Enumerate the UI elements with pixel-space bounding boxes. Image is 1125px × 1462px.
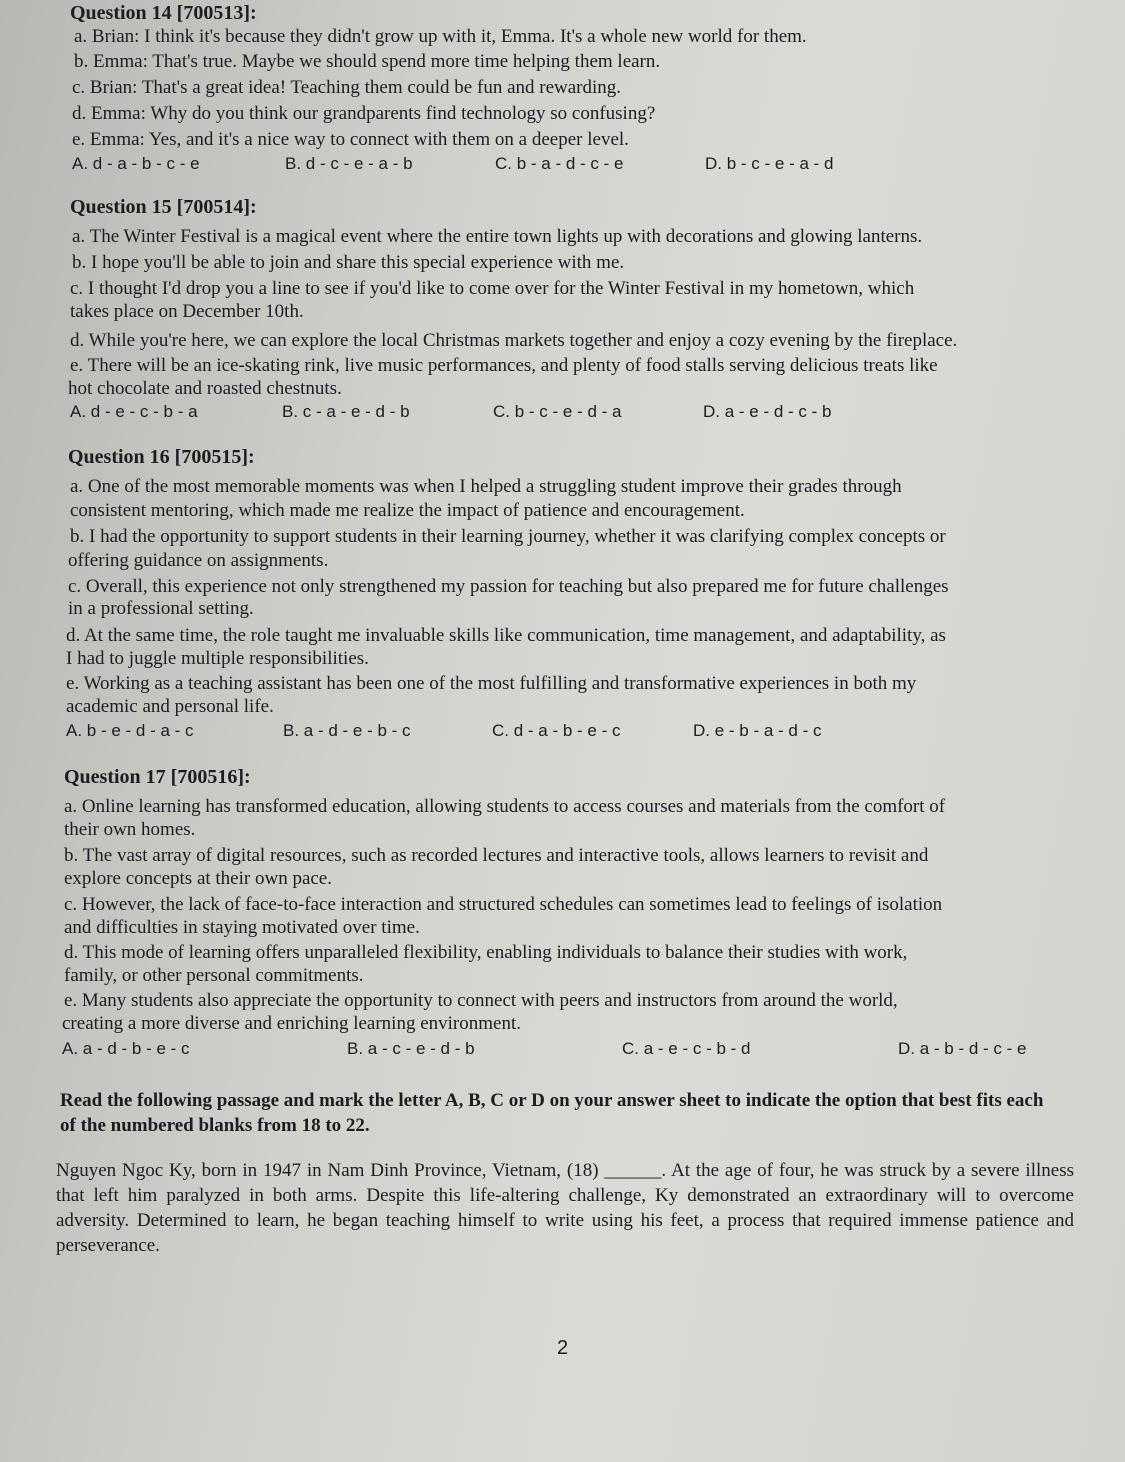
q17-item-b: b. The vast array of digital resources, such as recorded lectures and interactive tools, allows learners to revisit and (64, 845, 929, 866)
q16-item-b: b. I had the opportunity to support students in their learning journey, whether it was clarifying complex concepts or (70, 526, 946, 547)
q15-item-e-cont: hot chocolate and roasted chestnuts. (68, 378, 342, 399)
q17-item-b-cont: explore concepts at their own pace. (64, 868, 332, 889)
page-number: 2 (557, 1337, 569, 1359)
q17-item-e: e. Many students also appreciate the opportunity to connect with peers and instructors from around the world, (64, 990, 898, 1011)
q14-option-c[interactable]: C. b - a - d - c - e (495, 154, 624, 173)
question-15-heading: Question 15 [700514]: (70, 196, 257, 218)
q14-option-b[interactable]: B. d - c - e - a - b (285, 154, 413, 173)
q17-item-e-cont: creating a more diverse and enriching learning environment. (62, 1013, 521, 1034)
q16-item-a: a. One of the most memorable moments was when I helped a struggling student improve their grades through (70, 476, 902, 497)
q16-item-c: c. Overall, this experience not only strengthened my passion for teaching but also prepared me for future challenges (68, 576, 949, 597)
q14-option-d[interactable]: D. b - c - e - a - d (705, 154, 834, 173)
q14-item-b: b. Emma: That's true. Maybe we should spend more time helping them learn. (74, 51, 661, 72)
q14-item-d: d. Emma: Why do you think our grandparents find technology so confusing? (72, 103, 656, 124)
q17-item-c-cont: and difficulties in staying motivated over time. (64, 917, 420, 938)
q16-option-c[interactable]: C. d - a - b - e - c (492, 721, 621, 740)
q16-item-d: d. At the same time, the role taught me invaluable skills like communication, time management, and adaptability, as (66, 625, 946, 646)
question-16-heading: Question 16 [700515]: (68, 446, 255, 468)
q15-item-a: a. The Winter Festival is a magical event where the entire town lights up with decorations and glowing lanterns. (72, 226, 923, 247)
q15-item-d: d. While you're here, we can explore the local Christmas markets together and enjoy a cozy evening by the fireplace. (70, 330, 958, 351)
q15-item-c: c. I thought I'd drop you a line to see if you'd like to come over for the Winter Festival in my hometown, which (70, 278, 915, 299)
q17-item-c: c. However, the lack of face-to-face interaction and structured schedules can sometimes lead to feelings of isolation (64, 894, 943, 915)
q16-item-a-cont: consistent mentoring, which made me realize the impact of patience and encouragement. (70, 500, 745, 521)
q17-item-d-cont: family, or other personal commitments. (64, 965, 364, 986)
question-14-heading: Question 14 [700513]: (70, 2, 257, 24)
q14-option-a[interactable]: A. d - a - b - c - e (72, 154, 200, 173)
reading-instruction: Read the following passage and mark the letter A, B, C or D on your answer sheet to indicate the option that best fits each of the numbered blanks from 18 to 22. (60, 1090, 1044, 1136)
q17-item-a-cont: their own homes. (64, 819, 196, 840)
q16-option-a[interactable]: A. b - e - d - a - c (66, 721, 194, 740)
question-17-heading: Question 17 [700516]: (64, 766, 251, 788)
q17-option-d[interactable]: D. a - b - d - c - e (898, 1039, 1027, 1058)
q17-item-a: a. Online learning has transformed education, allowing students to access courses and materials from the comfort of (64, 796, 946, 817)
q16-item-d-cont: I had to juggle multiple responsibilities. (66, 648, 369, 669)
q15-item-c-cont: takes place on December 10th. (70, 301, 304, 322)
q15-option-d[interactable]: D. a - e - d - c - b (703, 402, 832, 421)
reading-passage: Nguyen Ngoc Ky, born in 1947 in Nam Dinh Province, Vietnam, (18) ______. At the age of four, he was struck by a severe illness that left him paralyzed in both arms. Despite this life-altering challenge, Ky demonstrated an extraordinary will to overcome adversity. Determined to learn, he began teaching himself to write using his feet, a process that required immense patience and perseverance. (56, 1160, 1074, 1256)
q14-item-e: e. Emma: Yes, and it's a nice way to connect with them on a deeper level. (72, 129, 629, 150)
q17-option-c[interactable]: C. a - e - c - b - d (622, 1039, 751, 1058)
q17-option-a[interactable]: A. a - d - b - e - c (62, 1039, 190, 1058)
q16-item-c-cont: in a professional setting. (68, 598, 254, 619)
q16-option-b[interactable]: B. a - d - e - b - c (283, 721, 411, 740)
q14-item-a: a. Brian: I think it's because they didn't grow up with it, Emma. It's a whole new world for them. (74, 26, 807, 47)
q16-option-d[interactable]: D. e - b - a - d - c (693, 721, 822, 740)
q16-item-e-cont: academic and personal life. (66, 696, 274, 717)
q15-option-c[interactable]: C. b - c - e - d - a (493, 402, 622, 421)
q15-item-e: e. There will be an ice-skating rink, live music performances, and plenty of food stalls serving delicious treats like (70, 355, 938, 376)
q15-option-b[interactable]: B. c - a - e - d - b (282, 402, 410, 421)
q16-item-e: e. Working as a teaching assistant has been one of the most fulfilling and transformative experiences in both my (66, 673, 917, 694)
q15-item-b: b. I hope you'll be able to join and share this special experience with me. (72, 252, 625, 273)
q15-option-a[interactable]: A. d - e - c - b - a (70, 402, 198, 421)
q17-item-d: d. This mode of learning offers unparalleled flexibility, enabling individuals to balance their studies with work, (64, 942, 908, 963)
q17-option-b[interactable]: B. a - c - e - d - b (347, 1039, 475, 1058)
q14-item-c: c. Brian: That's a great idea! Teaching them could be fun and rewarding. (72, 77, 622, 98)
q16-item-b-cont: offering guidance on assignments. (68, 550, 329, 571)
